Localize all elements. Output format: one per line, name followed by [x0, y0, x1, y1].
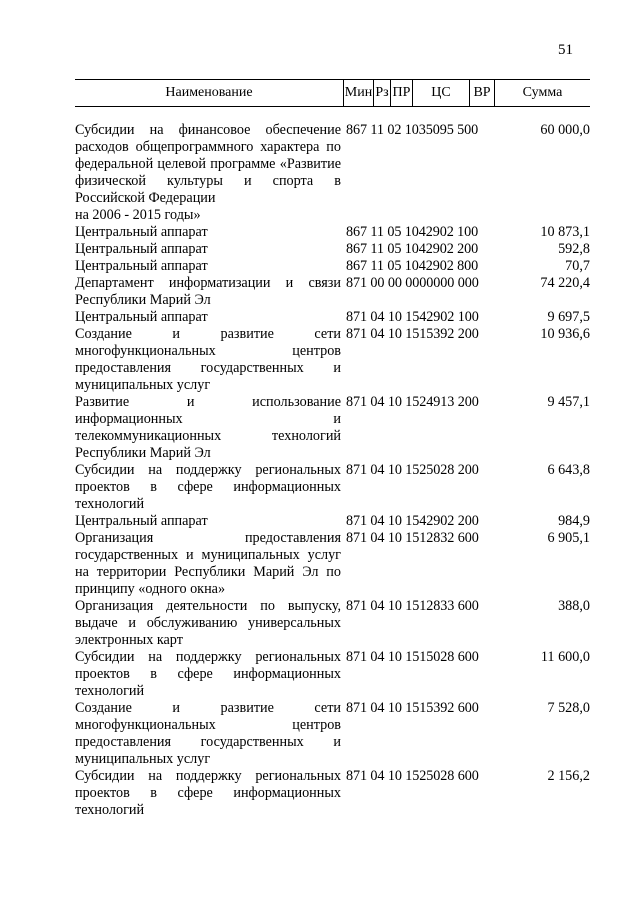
page-number: 51 [558, 42, 573, 58]
row-sum: 11 600,0 [540, 649, 590, 665]
row-codes: 867 11 02 1035095 500 [346, 122, 479, 138]
row-sum: 70,7 [565, 258, 590, 274]
table-row [75, 530, 590, 598]
header-name: Наименование [165, 85, 253, 100]
row-name: Центральный аппарат [75, 258, 208, 274]
table-row [75, 326, 590, 394]
row-sum: 9 697,5 [547, 309, 590, 325]
header-pr: ПР [390, 80, 412, 106]
row-sum: 6 643,8 [547, 462, 590, 478]
row-sum: 2 156,2 [547, 768, 590, 784]
header-min: Мин [343, 80, 373, 106]
table-row [75, 258, 590, 275]
row-codes: 871 04 10 1515392 200 [346, 326, 479, 342]
row-name: Субсидии на финансовое обеспечение расходов общепрограммного характера по федеральной целевой программе «Развитие физической культуры и спорта в Российской Федерации на 2006 - 2015 годы» [75, 122, 341, 223]
row-sum: 60 000,0 [540, 122, 590, 138]
row-codes: 871 04 10 1542902 200 [346, 513, 479, 529]
row-name: Центральный аппарат [75, 224, 208, 240]
table-row [75, 649, 590, 700]
row-name: Субсидии на поддержку региональных проектов в сфере информационных технологий [75, 768, 341, 818]
table-row [75, 513, 590, 530]
row-sum: 984,9 [558, 513, 590, 529]
row-codes: 871 04 10 1512833 600 [346, 598, 479, 614]
header-vr: ВР [469, 80, 494, 106]
header-rz: Рз [373, 80, 390, 106]
table-row [75, 700, 590, 768]
row-codes: 871 04 10 1542902 100 [346, 309, 479, 325]
row-name: Центральный аппарат [75, 309, 208, 325]
row-sum: 74 220,4 [540, 275, 590, 291]
row-name: Субсидии на поддержку региональных проектов в сфере информационных технологий [75, 462, 341, 512]
row-codes: 867 11 05 1042902 100 [346, 224, 479, 240]
row-codes: 871 04 10 1525028 200 [346, 462, 479, 478]
table-body [75, 122, 590, 819]
row-name: Развитие и использование информационных и телекоммуникационных технологий Республики Марий Эл [75, 394, 341, 461]
row-sum: 7 528,0 [547, 700, 590, 716]
header-cs: ЦС [412, 80, 469, 106]
row-sum: 6 905,1 [547, 530, 590, 546]
table-row [75, 275, 590, 309]
row-codes: 871 04 10 1515028 600 [346, 649, 479, 665]
row-codes: 871 04 10 1525028 600 [346, 768, 479, 784]
table-row [75, 768, 590, 819]
row-codes: 871 04 10 1512832 600 [346, 530, 479, 546]
row-name: Создание и развитие сети многофункциональных центров предоставления государственных и муниципальных услуг [75, 700, 341, 767]
table-row [75, 224, 590, 241]
header-sum: Сумма [494, 80, 590, 106]
row-name: Департамент информатизации и связи Республики Марий Эл [75, 275, 341, 308]
table-row [75, 309, 590, 326]
row-codes: 867 11 05 1042902 800 [346, 258, 479, 274]
row-name: Создание и развитие сети многофункциональных центров предоставления государственных и муниципальных услуг [75, 326, 341, 393]
row-codes: 871 04 10 1515392 600 [346, 700, 479, 716]
row-name: Центральный аппарат [75, 241, 208, 257]
table-row [75, 394, 590, 462]
table-row [75, 462, 590, 513]
row-name: Организация деятельности по выпуску, выдаче и обслуживанию универсальных электронных карт [75, 598, 341, 648]
row-name: Организация предоставления государственных и муниципальных услуг на территории Республики Марий Эл по принципу «одного окна» [75, 530, 341, 597]
row-sum: 10 936,6 [540, 326, 590, 342]
table-row [75, 122, 590, 224]
row-sum: 592,8 [558, 241, 590, 257]
row-sum: 9 457,1 [547, 394, 590, 410]
row-codes: 871 04 10 1524913 200 [346, 394, 479, 410]
table-row [75, 598, 590, 649]
row-sum: 10 873,1 [540, 224, 590, 240]
row-name: Субсидии на поддержку региональных проектов в сфере информационных технологий [75, 649, 341, 699]
row-sum: 388,0 [558, 598, 590, 614]
table-header [75, 79, 590, 107]
table-row [75, 241, 590, 258]
row-codes: 871 00 00 0000000 000 [346, 275, 479, 291]
row-codes: 867 11 05 1042902 200 [346, 241, 479, 257]
row-name: Центральный аппарат [75, 513, 208, 529]
